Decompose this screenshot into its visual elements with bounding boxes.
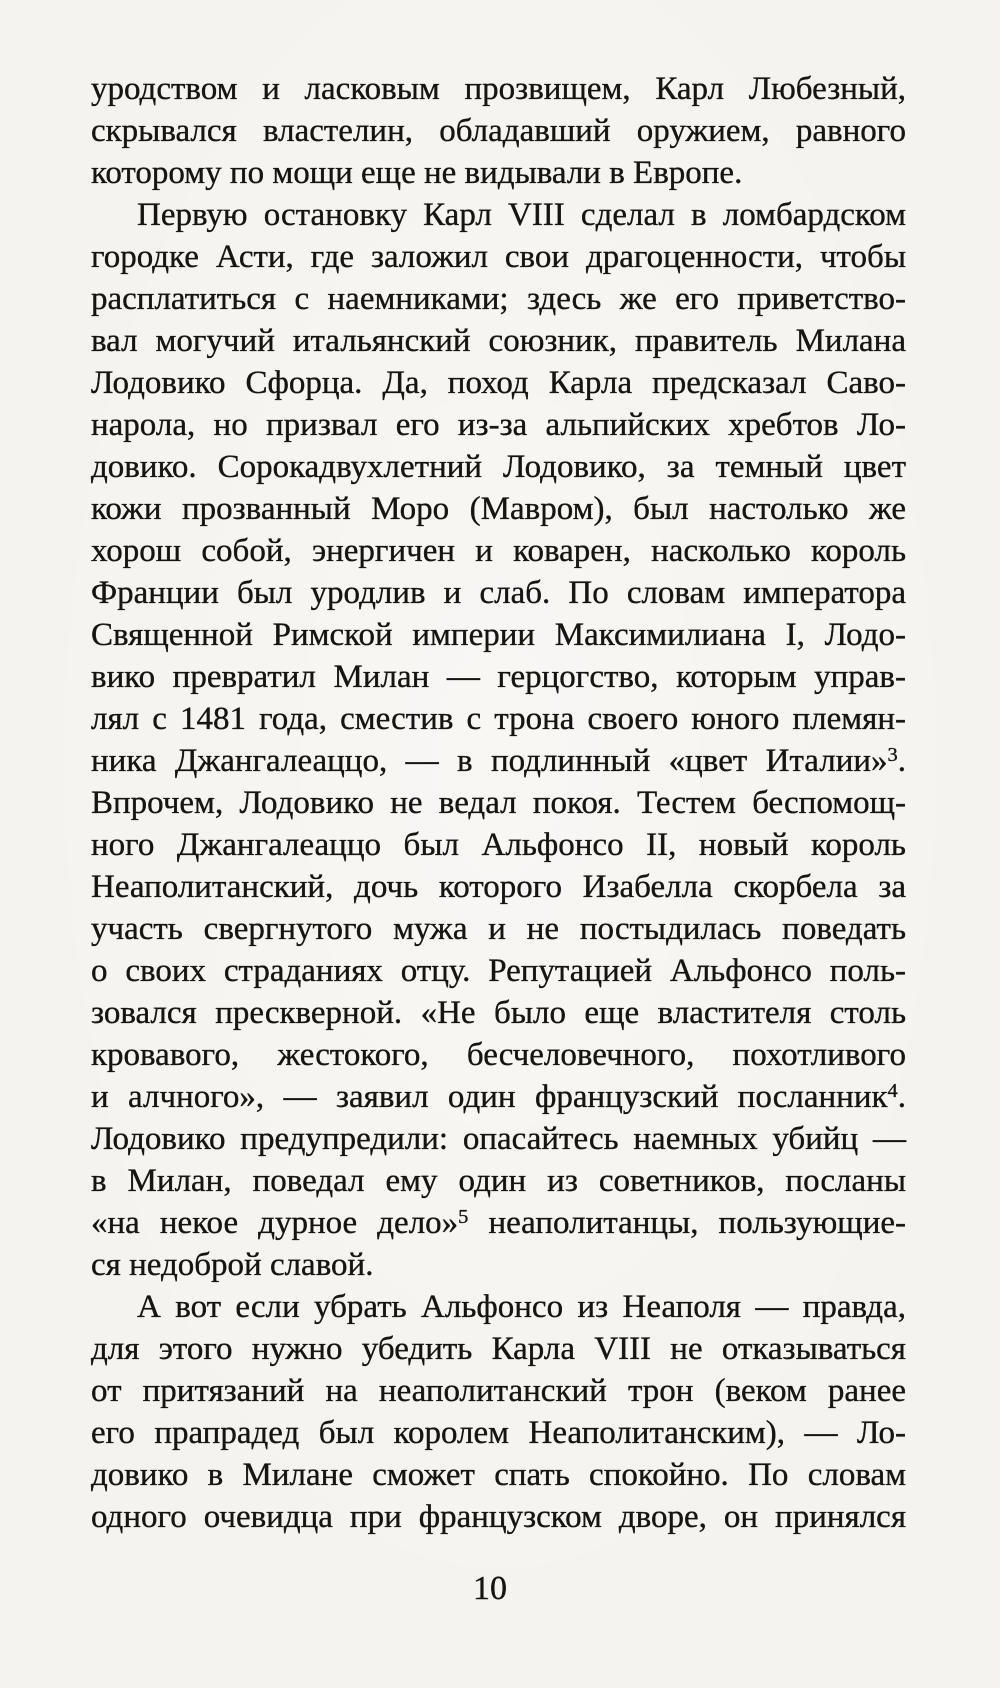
text-line: одного очевидца при французском дворе, он принялся: [91, 1499, 906, 1535]
page-text: [91, 68, 906, 1538]
text-line: Священной Римской империи Максимилиана I, Лодо-: [91, 617, 906, 653]
text-line: городке Асти, где заложил свои драгоценности, чтобы: [91, 239, 906, 275]
text-line: его прапрадед был королем Неаполитанским), — Ло-: [91, 1415, 906, 1451]
footnote-ref: 5: [458, 1205, 469, 1228]
text-line: ника Джангалеаццо, — в подлинный «цвет Италии»$^3$.: [91, 743, 906, 779]
text-line: ного Джангалеаццо был Альфонсо II, новый король: [91, 827, 906, 863]
text-line: кровавого, жестокого, бесчеловечного, похотливого: [91, 1037, 906, 1073]
text-line: зовался прескверной. «Не было еще властителя столь: [91, 995, 906, 1031]
text-line: Лодовико Сфорца. Да, поход Карла предсказал Саво-: [91, 365, 906, 401]
text-line: от притязаний на неаполитанский трон (веком ранее: [91, 1373, 906, 1409]
text-line: Впрочем, Лодовико не ведал покоя. Тестем беспомощ-: [91, 785, 906, 821]
text-line: уродством и ласковым прозвищем, Карл Любезный,: [91, 71, 906, 107]
text-line: участь свергнутого мужа и не постыдилась поведать: [91, 911, 906, 947]
text-line: нарола, но призвал его из-за альпийских хребтов Ло-: [91, 407, 906, 443]
text-line: кожи прозванный Моро (Мавром), был настолько же: [91, 491, 906, 527]
text-line: хорош собой, энергичен и коварен, насколько король: [91, 533, 906, 569]
text-line: Неаполитанский, дочь которого Изабелла скорбела за: [91, 869, 906, 905]
text-line: А вот если убрать Альфонсо из Неаполя — правда,: [137, 1289, 906, 1325]
text-line: и алчного», — заявил один французский посланник$^4$.: [91, 1079, 906, 1115]
footnote-ref: 3: [887, 743, 898, 766]
text-line: Франции был уродлив и слаб. По словам императора: [91, 575, 906, 611]
text-line: довико. Сорокадвухлетний Лодовико, за темный цвет: [91, 449, 906, 485]
text-line: лял с 1481 года, сместив с трона своего юного племян-: [91, 701, 906, 737]
paragraph: [91, 194, 906, 1286]
text-line: вал могучий итальянский союзник, правитель Милана: [91, 323, 906, 359]
text-line: довико в Милане сможет спать спокойно. По словам: [91, 1457, 906, 1493]
text-line: о своих страданиях отцу. Репутацией Альфонсо поль-: [91, 953, 906, 989]
page-number: 10: [473, 1570, 507, 1607]
text-line: расплатиться с наемниками; здесь же его приветство-: [91, 281, 906, 317]
text-line: Лодовико предупредили: опасайтесь наемных убийц —: [91, 1121, 906, 1157]
text-line: «на некое дурное дело»$^5$ неаполитанцы, пользующие-: [91, 1205, 906, 1241]
text-line: скрывался властелин, обладавший оружием, равного: [91, 113, 906, 149]
text-line: вико превратил Милан — герцогство, которым управ-: [91, 659, 906, 695]
text-line: в Милан, поведал ему один из советников, посланы: [91, 1163, 906, 1199]
paragraph: [91, 68, 906, 194]
text-line: которому по мощи еще не видывали в Европе.: [91, 155, 743, 191]
footnote-ref: 4: [887, 1079, 898, 1102]
text-line: Первую остановку Карл VIII сделал в ломбардском: [137, 197, 906, 233]
text-line: ся недоброй славой.: [91, 1247, 374, 1283]
paragraph: [91, 1286, 906, 1538]
text-line: для этого нужно убедить Карла VIII не отказываться: [91, 1331, 906, 1367]
